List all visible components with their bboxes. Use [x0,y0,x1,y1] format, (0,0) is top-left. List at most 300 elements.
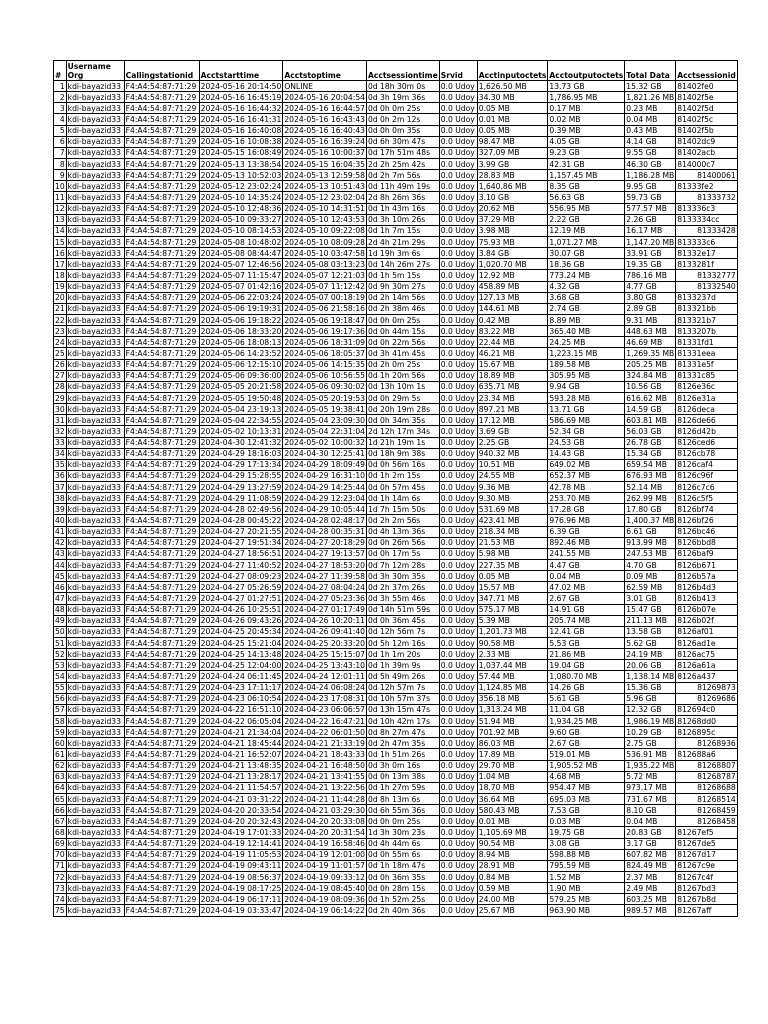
cell-acctsessionid: 8126e31a [676,392,738,403]
cell-acctinputoctets: 0.42 MB [477,314,548,325]
cell-acctsessionid: 8126bc46 [676,526,738,537]
table-row [54,158,738,169]
cell-total-data: 577.57 MB [625,203,676,214]
cell-acctoutputoctets: 593.28 MB [548,392,625,403]
cell-acctstoptime: 2024-04-28 02:48:17 [284,516,365,526]
cell-acctsessiontime: 0d 2h 2m 56s [366,515,439,526]
cell-acctoutputoctets: 652.37 MB [548,470,625,481]
cell-srvid: 0.0 Udoy [439,794,477,805]
cell-username-org: kdi-bayazid33 [66,604,124,615]
cell-acctstoptime: 2024-04-30 12:25:41 [284,449,365,459]
table-row [54,660,738,671]
table-row [54,192,738,203]
cell-acctstarttime: 2024-05-13 10:52:03 [200,170,282,180]
cell-callingstationid: F4:A4:54:87:71:29 [124,437,199,448]
cell-row-index: 21 [55,304,65,314]
cell-acctstoptime: 2024-04-29 12:23:04 [284,493,365,503]
table-row [54,794,738,805]
cell-username-org: kdi-bayazid33 [66,470,124,481]
cell-callingstationid: F4:A4:54:87:71:29 [124,158,199,169]
cell-acctinputoctets: 23.34 MB [477,392,548,403]
cell-srvid: 0.0 Udoy [439,248,477,259]
cell-row-index: 47 [55,594,65,604]
cell-acctoutputoctets: 18.36 GB [548,259,625,270]
cell-acctsessiontime: 0d 12h 57m 7s [366,682,439,693]
cell-row-index: 12 [55,204,65,214]
cell-acctoutputoctets: 1.90 MB [548,883,625,894]
cell-acctsessionid: 81402f5d [676,103,738,114]
cell-acctstoptime: 2024-05-16 10:00:37 [284,148,365,158]
cell-acctsessionid: 81402acb [676,147,738,158]
cell-acctinputoctets: 18.70 MB [477,782,548,793]
cell-username-org: kdi-bayazid33 [66,515,124,526]
cell-row-index: 66 [55,805,65,815]
cell-total-data: 913.99 MB [625,537,676,548]
cell-acctsessionid: 8126de66 [676,415,738,426]
cell-acctstarttime: 2024-04-19 03:33:47 [200,905,282,915]
cell-acctsessionid: 812688a6 [676,749,738,760]
cell-acctstarttime: 2024-05-06 09:36:00 [200,371,282,381]
cell-acctstarttime: 2024-05-16 20:14:50 [200,81,282,91]
cell-acctstoptime: 2024-05-10 14:31:51 [284,204,365,214]
cell-total-data: 52.14 MB [625,482,676,493]
cell-acctsessionid: 8126d42b [676,426,738,437]
cell-username-org: kdi-bayazid33 [66,225,124,236]
cell-acctoutputoctets: 42.31 GB [548,158,625,169]
cell-srvid: 0.0 Udoy [439,883,477,894]
cell-acctinputoctets: 28.83 MB [477,170,548,181]
cell-acctsessionid: 81267c9e [676,860,738,871]
cell-acctsessiontime: 0d 2h 14m 56s [366,292,439,303]
cell-row-index: 71 [55,861,65,871]
cell-acctsessionid: 81331c85 [676,370,738,381]
cell-srvid: 0.0 Udoy [439,571,477,582]
cell-acctsessionid: 813333c6 [676,236,738,247]
cell-acctsessiontime: 0d 0h 13m 38s [366,771,439,782]
cell-callingstationid: F4:A4:54:87:71:29 [124,593,199,604]
table-row [54,248,738,259]
cell-acctsessionid: 8126ac75 [676,649,738,660]
cell-username-org: kdi-bayazid33 [66,125,124,136]
cell-acctstarttime: 2024-04-21 03:31:22 [200,794,282,804]
cell-acctinputoctets: 8.94 MB [477,849,548,860]
cell-acctinputoctets: 144.61 MB [477,303,548,314]
cell-total-data: 1,147.20 MB [626,237,675,247]
cell-username-org: kdi-bayazid33 [66,236,124,247]
cell-srvid: 0.0 Udoy [439,270,477,281]
table-row [54,849,738,860]
cell-acctinputoctets: 17.12 MB [477,415,548,426]
cell-callingstationid: F4:A4:54:87:71:29 [124,136,199,147]
cell-acctsessiontime: 0d 3h 0m 16s [366,760,439,771]
cell-acctstarttime: 2024-04-30 12:41:32 [200,438,282,448]
cell-acctstoptime: 2024-04-20 20:31:54 [284,827,365,837]
cell-acctsessionid: 8126e36c [676,381,738,392]
cell-callingstationid: F4:A4:54:87:71:29 [124,359,199,370]
cell-acctoutputoctets: 14.26 GB [548,682,625,693]
cell-acctsessionid: 81333732 [676,192,738,203]
cell-total-data: 989.57 MB [625,905,676,916]
cell-acctsessionid: 8126b413 [676,593,738,604]
cell-total-data: 4.70 GB [625,560,676,571]
cell-acctstoptime: 2024-05-13 12:59:58 [284,170,365,180]
cell-callingstationid: F4:A4:54:87:71:29 [124,805,199,816]
column-header-acctsessionid: Acctsessionid [676,61,738,81]
cell-acctstoptime: 2024-04-24 06:08:24 [284,683,365,693]
cell-acctinputoctets: 0.01 MB [477,114,548,125]
cell-acctstarttime: 2024-04-19 08:17:25 [200,883,282,893]
cell-acctoutputoctets: 5.61 GB [548,693,625,704]
table-row [54,816,738,827]
cell-total-data: 59.73 GB [625,192,676,203]
cell-username-org: kdi-bayazid33 [66,805,124,816]
cell-acctstoptime: 2024-05-13 10:51:43 [284,181,365,191]
cell-row-index: 22 [55,315,65,325]
cell-srvid: 0.0 Udoy [439,281,477,292]
cell-acctoutputoctets: 1,905.52 MB [548,760,625,771]
cell-total-data: 616.62 MB [625,392,676,403]
cell-acctstarttime: 2024-04-27 18:56:51 [200,549,282,559]
cell-acctstarttime: 2024-05-16 16:44:32 [200,103,282,113]
cell-acctoutputoctets: 519.01 MB [548,749,625,760]
cell-acctinputoctets: 127.13 MB [477,292,548,303]
cell-row-index: 31 [55,415,65,425]
cell-username-org: kdi-bayazid33 [66,214,124,225]
cell-acctsessiontime: 0d 2h 40m 36s [366,905,439,916]
cell-total-data: 0.23 MB [625,103,676,114]
column-header-callingstationid: Callingstationid [124,61,199,81]
cell-row-index: 42 [55,538,65,548]
cell-srvid: 0.0 Udoy [439,203,477,214]
cell-acctstarttime: 2024-05-07 11:15:47 [200,270,282,280]
cell-acctsessiontime: 0d 0h 0m 25s [366,103,439,114]
cell-acctsessionid: 8126ced6 [676,437,738,448]
cell-srvid: 0.0 Udoy [439,771,477,782]
cell-acctoutputoctets: 8.35 GB [548,181,625,192]
cell-row-index: 11 [55,192,65,202]
cell-acctstarttime: 2024-05-06 18:33:20 [200,326,282,336]
cell-row-index: 2 [54,92,67,103]
cell-acctsessiontime: 0d 9h 30m 27s [366,281,439,292]
cell-acctsessiontime: 0d 0h 26m 56s [366,537,439,548]
cell-srvid: 0.0 Udoy [439,136,477,147]
cell-username-org: kdi-bayazid33 [66,871,124,882]
cell-acctoutputoctets: 12.19 MB [548,225,625,236]
cell-acctinputoctets: 356.18 MB [477,693,548,704]
cell-acctstoptime: 2024-04-27 18:53:20 [284,560,365,570]
cell-acctstoptime: 2024-05-06 19:17:36 [284,326,365,336]
cell-acctstoptime: 2024-05-04 22:31:04 [284,426,365,436]
cell-srvid: 0.0 Udoy [439,415,477,426]
cell-username-org: kdi-bayazid33 [66,905,124,916]
cell-total-data: 536.91 MB [625,749,676,760]
column-header-username-org: Username Org [66,61,124,81]
cell-srvid: 0.0 Udoy [439,470,477,481]
cell-callingstationid: F4:A4:54:87:71:29 [124,727,199,738]
cell-username-org: kdi-bayazid33 [66,392,124,403]
cell-total-data: 607.82 MB [625,849,676,860]
cell-srvid: 0.0 Udoy [439,292,477,303]
cell-callingstationid: F4:A4:54:87:71:29 [124,292,199,303]
header-row [54,61,738,81]
cell-total-data: 33.91 GB [625,248,676,259]
table-row [54,905,738,916]
cell-username-org: kdi-bayazid33 [66,181,124,192]
cell-acctsessiontime: 0d 1h 7m 15s [366,225,439,236]
cell-username-org: kdi-bayazid33 [66,615,124,626]
cell-row-index: 67 [55,816,65,826]
cell-acctsessionid: 81268dd0 [676,716,738,727]
cell-acctstoptime: 2024-05-05 20:19:53 [284,393,365,403]
cell-username-org: kdi-bayazid33 [66,203,124,214]
cell-acctoutputoctets: 56.63 GB [548,192,625,203]
cell-acctsessionid: 8126baf9 [676,548,738,559]
cell-acctstoptime: 2024-05-06 18:31:09 [284,337,365,347]
cell-acctstarttime: 2024-04-19 11:05:53 [200,850,282,860]
cell-acctoutputoctets: 649.02 MB [548,459,625,470]
cell-acctsessionid: 81402f5e [676,92,738,103]
cell-username-org: kdi-bayazid33 [66,114,124,125]
cell-acctstoptime: 2024-05-16 16:39:24 [284,137,365,147]
cell-username-org: kdi-bayazid33 [66,782,124,793]
cell-acctstoptime: 2024-04-23 06:06:57 [284,705,365,715]
cell-total-data: 10.56 GB [625,381,676,392]
table-row [54,871,738,882]
cell-acctinputoctets: 0.05 MB [477,571,548,582]
cell-srvid: 0.0 Udoy [439,125,477,136]
cell-acctsessiontime: 0d 2h 47m 35s [366,738,439,749]
cell-acctsessiontime: 0d 4h 44m 6s [366,838,439,849]
cell-row-index: 36 [55,471,65,481]
cell-acctsessionid: 8126a61a [676,660,738,671]
cell-acctinputoctets: 18.89 MB [477,370,548,381]
cell-callingstationid: F4:A4:54:87:71:29 [124,771,199,782]
cell-acctstarttime: 2024-04-25 15:21:04 [200,638,282,648]
cell-acctstarttime: 2024-04-29 18:16:03 [200,449,282,459]
cell-callingstationid: F4:A4:54:87:71:29 [124,493,199,504]
cell-username-org: kdi-bayazid33 [66,671,124,682]
cell-acctstarttime: 2024-04-20 20:33:54 [200,805,282,815]
cell-callingstationid: F4:A4:54:87:71:29 [124,259,199,270]
cell-total-data: 9.55 GB [625,147,676,158]
table-row [54,370,738,381]
cell-srvid: 0.0 Udoy [439,782,477,793]
cell-acctinputoctets: 1,037.44 MB [477,660,548,671]
column-header-acctstoptime: Acctstoptime [283,61,367,81]
cell-username-org: kdi-bayazid33 [66,582,124,593]
cell-acctstarttime: 2024-04-26 10:25:51 [200,605,282,615]
cell-callingstationid: F4:A4:54:87:71:29 [124,248,199,259]
table-row [54,682,738,693]
cell-acctstarttime: 2024-04-23 17:11:17 [200,683,282,693]
cell-acctstoptime: 2024-04-19 08:09:36 [284,894,365,904]
cell-srvid: 0.0 Udoy [439,749,477,760]
table-row [54,548,738,559]
cell-callingstationid: F4:A4:54:87:71:29 [124,515,199,526]
table-row [54,838,738,849]
cell-acctinputoctets: 25.67 MB [477,905,548,916]
cell-acctinputoctets: 0.05 MB [477,125,548,136]
cell-username-org: kdi-bayazid33 [66,103,124,114]
cell-row-index: 62 [55,761,65,771]
cell-callingstationid: F4:A4:54:87:71:29 [124,482,199,493]
table-row [54,415,738,426]
cell-acctsessiontime: 0d 0h 2m 12s [366,114,439,125]
cell-acctsessionid: 81268458 [676,816,738,827]
table-row [54,504,738,515]
cell-acctinputoctets: 28.91 MB [477,860,548,871]
table-row [54,314,738,325]
table-row [54,470,738,481]
cell-acctinputoctets: 3.84 GB [477,248,548,259]
cell-acctsessiontime: 0d 1h 18m 47s [366,860,439,871]
cell-acctsessiontime: 0d 1h 43m 16s [366,203,439,214]
table-row [54,259,738,270]
cell-row-index: 17 [55,259,65,269]
cell-acctstoptime: 2024-04-21 03:29:30 [284,805,365,815]
cell-acctinputoctets: 29.70 MB [477,760,548,771]
cell-username-org: kdi-bayazid33 [66,370,124,381]
cell-acctstarttime: 2024-04-27 11:40:52 [200,560,282,570]
cell-acctsessionid: 81402f5c [676,114,738,125]
cell-acctstarttime: 2024-05-16 10:08:38 [200,137,282,147]
cell-callingstationid: F4:A4:54:87:71:29 [124,560,199,571]
cell-total-data: 1,138.14 MB [626,672,675,682]
cell-total-data: 8.10 GB [625,805,676,816]
table-row [54,727,738,738]
cell-row-index: 8 [54,158,67,169]
cell-row-index: 57 [55,705,65,715]
cell-acctsessionid: 81267d17 [676,849,738,860]
cell-username-org: kdi-bayazid33 [66,404,124,415]
cell-acctstarttime: 2024-05-13 13:38:54 [200,159,282,169]
cell-acctinputoctets: 51.94 MB [477,716,548,727]
cell-srvid: 0.0 Udoy [439,604,477,615]
cell-acctstarttime: 2024-05-02 10:13:31 [200,426,282,436]
cell-acctsessiontime: 0d 0h 29m 5s [366,392,439,403]
cell-acctinputoctets: 9.30 MB [477,493,548,504]
cell-username-org: kdi-bayazid33 [66,303,124,314]
cell-acctstarttime: 2024-05-10 08:14:53 [200,226,282,236]
cell-acctsessionid: 8126c7c6 [676,482,738,493]
cell-username-org: kdi-bayazid33 [66,326,124,337]
cell-acctoutputoctets: 0.03 MB [548,816,625,827]
cell-total-data: 731.67 MB [625,794,676,805]
cell-acctsessionid: 81331e5f [676,359,738,370]
table-body [54,81,738,917]
cell-acctsessionid: 81331eea [676,348,738,359]
cell-acctinputoctets: 218.34 MB [477,526,548,537]
cell-total-data: 46.30 GB [625,158,676,169]
cell-username-org: kdi-bayazid33 [66,192,124,203]
cell-acctsessiontime: 0d 10h 57m 37s [366,693,439,704]
cell-acctsessiontime: 0d 0h 0m 25s [366,314,439,325]
cell-callingstationid: F4:A4:54:87:71:29 [124,181,199,192]
cell-total-data: 46.69 MB [625,337,676,348]
cell-username-org: kdi-bayazid33 [66,292,124,303]
cell-srvid: 0.0 Udoy [439,727,477,738]
cell-acctoutputoctets: 954.47 MB [548,782,625,793]
cell-acctsessiontime: 0d 0h 56m 16s [366,459,439,470]
cell-acctsessiontime: 0d 8h 27m 47s [366,727,439,738]
cell-total-data: 15.34 GB [625,448,676,459]
cell-acctinputoctets: 12.92 MB [477,270,548,281]
cell-acctsessiontime: 0d 0h 0m 35s [366,125,439,136]
session-table [53,60,738,917]
cell-acctstoptime: 2024-05-06 09:30:02 [284,382,365,392]
cell-callingstationid: F4:A4:54:87:71:29 [124,571,199,582]
cell-acctstarttime: 2024-04-21 13:48:35 [200,761,282,771]
cell-row-index: 25 [55,348,65,358]
cell-row-index: 75 [55,905,65,915]
cell-callingstationid: F4:A4:54:87:71:29 [124,816,199,827]
cell-acctsessionid: 8133281f [676,259,738,270]
cell-acctsessiontime: 0d 20h 19m 28s [366,404,439,415]
cell-acctstarttime: 2024-05-15 16:08:49 [200,148,282,158]
cell-acctstarttime: 2024-04-21 18:45:44 [200,738,282,748]
cell-row-index: 43 [55,549,65,559]
cell-callingstationid: F4:A4:54:87:71:29 [124,470,199,481]
cell-row-index: 7 [54,147,67,158]
cell-callingstationid: F4:A4:54:87:71:29 [124,604,199,615]
cell-acctstarttime: 2024-05-05 19:50:48 [200,393,282,403]
cell-srvid: 0.0 Udoy [439,816,477,827]
table-row [54,493,738,504]
cell-acctsessiontime: 0d 0h 28m 15s [366,883,439,894]
table-row [54,738,738,749]
cell-acctsessiontime: 1d 21h 19m 1s [366,437,439,448]
cell-acctsessionid: 813321bb [676,303,738,314]
table-row [54,894,738,905]
column-header-acctstarttime: Acctstarttime [199,61,283,81]
cell-row-index: 18 [55,270,65,280]
cell-acctinputoctets: 701.92 MB [477,727,548,738]
cell-acctinputoctets: 5.39 MB [477,615,548,626]
cell-acctsessionid: 81332e17 [676,248,738,259]
table-row [54,426,738,437]
cell-acctstoptime: 2024-04-28 00:35:31 [284,527,365,537]
cell-acctoutputoctets: 52.34 GB [548,426,625,437]
cell-acctinputoctets: 24.00 MB [477,894,548,905]
cell-acctstoptime: 2024-04-23 17:08:31 [284,694,365,704]
cell-srvid: 0.0 Udoy [439,649,477,660]
cell-srvid: 0.0 Udoy [439,314,477,325]
cell-total-data: 2.75 GB [625,738,676,749]
cell-acctsessiontime: 0d 2h 37m 26s [366,582,439,593]
cell-acctsessionid: 8126b02f [676,615,738,626]
cell-row-index: 29 [55,393,65,403]
cell-srvid: 0.0 Udoy [439,582,477,593]
cell-acctoutputoctets: 14.43 GB [548,448,625,459]
cell-acctinputoctets: 3.99 GB [477,158,548,169]
cell-acctstarttime: 2024-04-26 09:43:26 [200,616,282,626]
cell-acctsessionid: 81267ef5 [676,827,738,838]
session-log-sheet [53,60,738,917]
cell-acctoutputoctets: 2.67 GB [548,738,625,749]
table-row [54,404,738,415]
cell-srvid: 0.0 Udoy [439,103,477,114]
cell-acctoutputoctets: 8.89 MB [548,314,625,325]
cell-total-data: 5.62 GB [625,638,676,649]
cell-acctsessionid: 8126bf26 [676,515,738,526]
cell-acctsessionid: 814000c7 [676,158,738,169]
cell-acctstarttime: 2024-05-05 20:21:58 [200,382,282,392]
cell-acctsessionid: 81268688 [676,782,738,793]
cell-acctstarttime: 2024-04-29 17:13:34 [200,460,282,470]
column-header-srvid: Srvid [439,61,477,81]
cell-row-index: 73 [55,883,65,893]
cell-total-data: 2.26 GB [625,214,676,225]
